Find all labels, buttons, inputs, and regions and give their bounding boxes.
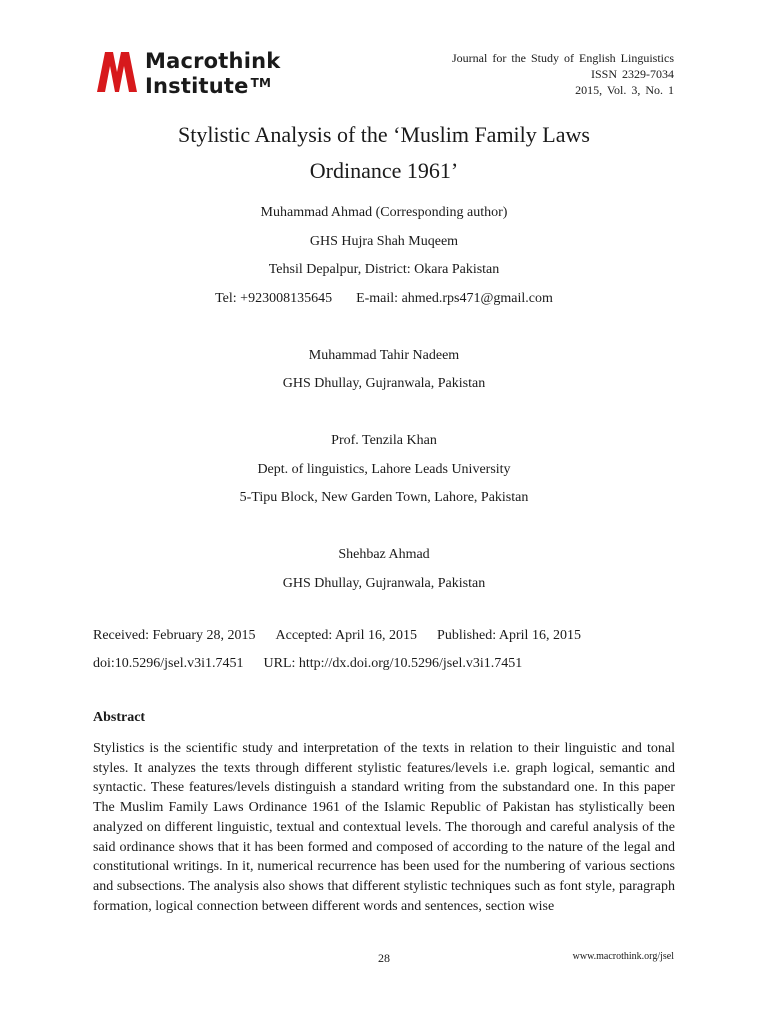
journal-volume: 2015, Vol. 3, No. 1 [575,83,674,97]
author-contact [0,285,768,314]
author-name: Shehbaz Ahmad [338,547,430,562]
logo-line2-wrap [145,72,280,97]
publication-dates [93,622,581,678]
doi-url-link[interactable]: URL: http://dx.doi.org/10.5296/jsel.v3i1.7451 [263,656,523,671]
abstract-text: Stylistics is the scientific study and interpretation of the texts in relation to their linguistic and tonal styles. It analyzes the texts through different stylistic features/levels i.e. graph logical, semantic and syntactic. These features/levels distinguish a standard writing from the substandard one. In this paper The Muslim Family Laws Ordinance 1961 of the Islamic Republic of Pakistan has stylistically been analyzed on different linguistic, textual and contextual levels. The thorough and careful analysis of the said ordinance shows that it has been formed and composed of according to the nature of the legal and constitutional writings. In it, numerical recurrence has been used for the numbering of various sections and subsections. The analysis also shows that different stylistic techniques such as font style, paragraph formation, logical connection between different words and sentences, section wise [93,741,675,914]
author-tel: Tel: +923008135645 [215,290,333,306]
author-block [0,199,768,598]
journal-name: Journal for the Study of English Linguistics [452,51,674,65]
journal-issn: ISSN 2329-7034 [590,67,674,81]
author-affiliation: GHS Hujra Shah Muqeem [309,233,459,249]
publisher-logo [93,48,293,96]
author-affiliation: Dept. of linguistics, Lahore Leads University [257,461,511,477]
logo-line1: Macrothink [145,49,281,73]
abstract-heading: Abstract [93,710,146,725]
author-name: Prof. Tenzila Khan [331,433,437,448]
title-line1: Stylistic Analysis of the ‘Muslim Family Laws [178,122,590,147]
author-affiliation: Tehsil Depalpur, District: Okara Pakistan [268,262,500,277]
journal-header [452,50,674,98]
footer-url-link[interactable]: www.macrothink.org/jsel [572,951,674,962]
author-affiliation: GHS Dhullay, Gujranwala, Pakistan [282,575,486,591]
page-number: 28 [378,951,390,965]
spacer [0,513,768,542]
received-date: Received: February 28, 2015 [93,628,256,643]
spacer [0,399,768,428]
logo-line2: Institute [145,74,249,98]
title-line2: Ordinance 1961’ [309,158,459,183]
accepted-date: Accepted: April 16, 2015 [275,628,418,643]
paper-title [0,117,768,189]
spacer [0,313,768,342]
macrothink-logo-icon [93,48,141,96]
author-affiliation: 5-Tipu Block, New Garden Town, Lahore, Pakistan [239,490,529,505]
author-email: E-mail: ahmed.rps471@gmail.com [356,290,553,306]
doi-row [93,650,581,678]
logo-wordmark [145,50,280,97]
dates-row [93,622,581,650]
published-date: Published: April 16, 2015 [437,628,581,643]
author-affiliation: GHS Dhullay, Gujranwala, Pakistan [282,376,486,391]
author-name: Muhammad Tahir Nadeem [308,347,460,363]
author-name: Muhammad Ahmad (Corresponding author) [260,205,508,220]
logo-trademark: TM [250,76,272,90]
doi-text: doi:10.5296/jsel.v3i1.7451 [93,656,244,671]
